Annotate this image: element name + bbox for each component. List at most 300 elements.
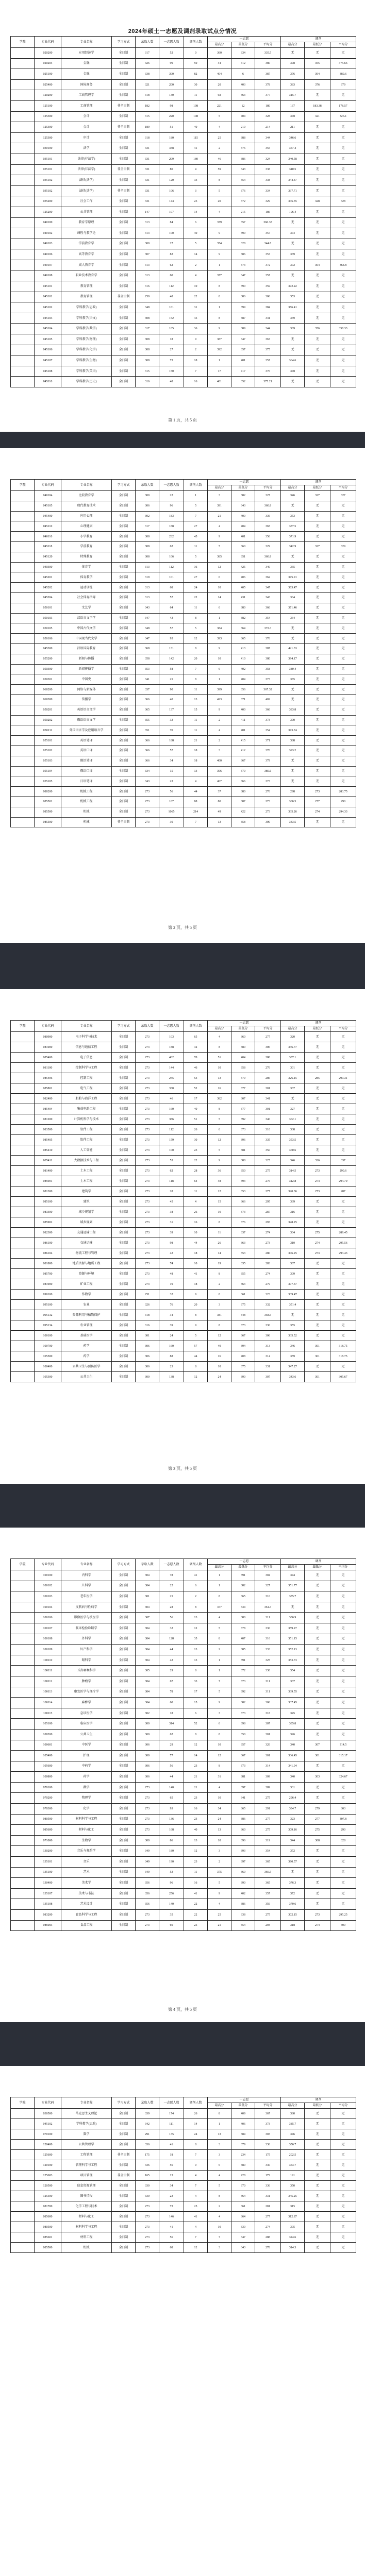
- table-cell: 175: [255, 2150, 281, 2160]
- table-cell: 369: [281, 313, 305, 324]
- table-cell: [11, 2109, 35, 2119]
- table-cell: 234: [231, 2150, 255, 2160]
- table-cell: 1: [208, 1666, 231, 1676]
- table-cell: 300: [136, 1719, 159, 1730]
- table-cell: 全日制: [112, 1623, 136, 1634]
- table-cell: 232: [159, 532, 184, 542]
- table-cell: 无: [305, 1888, 330, 1899]
- table-cell: 53: [159, 1867, 184, 1878]
- table-cell: 4: [208, 521, 231, 532]
- table-cell: 公共管理: [61, 207, 112, 217]
- table-cell: 336: [136, 2160, 159, 2171]
- table-cell: 老年医学: [61, 1591, 112, 1602]
- table-cell: 370.6: [281, 1899, 305, 1910]
- table-cell: 8: [184, 1310, 208, 1320]
- table-cell: 306: [255, 1042, 281, 1053]
- table-cell: [11, 217, 35, 228]
- table-cell: 329: [255, 196, 281, 207]
- table-cell: 350: [231, 1166, 255, 1176]
- table-cell: 045103: [35, 313, 61, 324]
- table-cell: 290.6: [330, 1166, 356, 1176]
- table-cell: 数学: [61, 2129, 112, 2140]
- table-cell: 临床医学: [61, 1719, 112, 1730]
- table-cell: 无: [305, 154, 330, 164]
- table-cell: 全日制: [112, 1063, 136, 1073]
- table-cell: 309: [255, 817, 281, 827]
- table-row: [11, 302, 356, 313]
- table-cell: 316: [255, 1634, 281, 1645]
- table-cell: 全日制: [112, 623, 136, 634]
- table-cell: 全日制: [112, 1269, 136, 1279]
- table-cell: 无: [281, 776, 305, 787]
- table-cell: 040110: [35, 532, 61, 542]
- table-cell: 120100: [35, 2160, 61, 2171]
- table-cell: 全日制: [112, 1114, 136, 1125]
- table-cell: 全日制: [112, 1176, 136, 1187]
- table-cell: [11, 334, 35, 345]
- table-cell: 273: [136, 807, 159, 817]
- table-cell: 373: [231, 1761, 255, 1772]
- table-cell: 13: [184, 1655, 208, 1666]
- table-cell: 无: [305, 643, 330, 654]
- subheader-sub_avg: 平均分: [330, 2103, 356, 2109]
- table-row: [11, 143, 356, 154]
- table-cell: 人工智能: [61, 1145, 112, 1156]
- table-cell: 376: [255, 745, 281, 756]
- table-cell: 全日制: [112, 1793, 136, 1804]
- table-cell: 无: [281, 1602, 305, 1613]
- table-cell: 108: [184, 111, 208, 122]
- header-enroll: 录取人数: [136, 1021, 159, 1032]
- table-cell: 307.37: [281, 1279, 305, 1290]
- header-first: 一志愿人数: [159, 480, 184, 491]
- table-cell: 大数据技术与工程: [61, 1156, 112, 1166]
- table-cell: 346.6: [281, 132, 305, 143]
- table-cell: 6: [208, 572, 231, 583]
- table-row: [11, 583, 356, 593]
- table-cell: 学科教学(数学): [61, 324, 112, 334]
- table-cell: [11, 132, 35, 143]
- table-cell: 86: [159, 1835, 184, 1846]
- table-cell: [11, 154, 35, 164]
- table-cell: 20: [184, 654, 208, 664]
- table-cell: 中国史: [61, 674, 112, 685]
- table-cell: 无: [330, 694, 356, 705]
- table-cell: 无: [330, 613, 356, 623]
- table-cell: 俄语笔译: [61, 756, 112, 766]
- table-cell: 45: [184, 532, 208, 542]
- table-cell: 无: [330, 1782, 356, 1793]
- table-cell: 无: [330, 1362, 356, 1372]
- table-cell: 360.33: [255, 217, 281, 228]
- table-cell: 56: [159, 2160, 184, 2171]
- table-cell: 355: [281, 1320, 305, 1331]
- table-cell: 397: [231, 1857, 255, 1868]
- table-cell: 无: [330, 1310, 356, 1320]
- table-cell: 无: [305, 1217, 330, 1228]
- table-cell: 349: [136, 1857, 159, 1868]
- table-cell: [11, 1581, 35, 1591]
- table-cell: 7: [184, 664, 208, 674]
- table-cell: 402: [231, 1888, 255, 1899]
- table-cell: 135101: [35, 1857, 61, 1868]
- table-cell: 无: [305, 572, 330, 583]
- table-cell: 335.5: [255, 48, 281, 59]
- table-cell: 353.5: [281, 1135, 305, 1145]
- table-cell: 462: [159, 1053, 184, 1063]
- header-code: 专业代码: [35, 1021, 61, 1032]
- table-cell: 1: [208, 613, 231, 623]
- table-cell: 273: [136, 1032, 159, 1042]
- table-cell: 085902: [35, 1217, 61, 1228]
- table-cell: 348: [136, 302, 159, 313]
- table-cell: 机械: [61, 2243, 112, 2253]
- table-cell: 无: [330, 1634, 356, 1645]
- table-cell: 全日制: [112, 1362, 136, 1372]
- table-row: [11, 1228, 356, 1238]
- table-cell: 357: [255, 228, 281, 239]
- header-enroll: 录取人数: [136, 37, 159, 48]
- table-row: [11, 1279, 356, 1290]
- table-cell: 367: [255, 334, 281, 345]
- table-cell: 100103: [35, 1591, 61, 1602]
- table-cell: [11, 1114, 35, 1125]
- table-cell: 14: [208, 592, 231, 603]
- table-row: [11, 2119, 356, 2129]
- table-cell: 无: [330, 736, 356, 746]
- table-cell: 4: [184, 1197, 208, 1207]
- table-cell: 18: [184, 355, 208, 366]
- table-cell: 9: [208, 705, 231, 715]
- table-cell: 3: [208, 1708, 231, 1719]
- table-cell: 379: [231, 1073, 255, 1083]
- table-row: [11, 1920, 356, 1931]
- table-cell: 349: [136, 1867, 159, 1878]
- table-cell: 4: [184, 164, 208, 175]
- table-cell: 188: [159, 521, 184, 532]
- table-cell: 2: [208, 1857, 231, 1868]
- table-cell: 101: [159, 572, 184, 583]
- table-cell: 急诊医学: [61, 1708, 112, 1719]
- table-cell: 315: [136, 366, 159, 377]
- table-cell: 30: [159, 817, 184, 827]
- table-cell: [11, 1083, 35, 1094]
- table-cell: 控制工程: [61, 1073, 112, 1083]
- table-cell: 5: [208, 2181, 231, 2191]
- table-cell: 48: [159, 292, 184, 302]
- table-cell: 公共卫生: [61, 1729, 112, 1740]
- table-cell: 无: [330, 2119, 356, 2129]
- table-cell: 105100: [35, 1719, 61, 1730]
- table-row: [11, 1814, 356, 1825]
- table-cell: 38: [159, 1207, 184, 1217]
- header-first: 一志愿人数: [159, 1559, 184, 1570]
- table-cell: 无: [330, 2171, 356, 2181]
- table-row: [11, 2160, 356, 2171]
- table-cell: 358: [231, 1063, 255, 1073]
- header-adjust: 调剂人数: [184, 1021, 208, 1032]
- table-cell: 21: [208, 1920, 231, 1931]
- subheader-sub_min: 最低分: [231, 2103, 255, 2109]
- table-cell: 389.6: [330, 69, 356, 80]
- table-cell: 无: [330, 634, 356, 644]
- table-cell: 无: [330, 664, 356, 674]
- table-cell: 328: [305, 196, 330, 207]
- table-cell: 311: [255, 1676, 281, 1687]
- table-cell: 全日制: [112, 1698, 136, 1708]
- table-cell: 33: [184, 175, 208, 186]
- table-row: [11, 345, 356, 355]
- table-row: [11, 1634, 356, 1645]
- table-cell: [11, 583, 35, 593]
- table-cell: [11, 111, 35, 122]
- table-cell: 无: [305, 1687, 330, 1698]
- table-cell: 380.4: [281, 664, 305, 674]
- table-cell: 378: [281, 111, 305, 122]
- table-cell: 399: [208, 685, 231, 695]
- table-cell: 323: [255, 1290, 281, 1300]
- table-cell: 8: [208, 1729, 231, 1740]
- table-cell: 376.3: [281, 1878, 305, 1889]
- table-cell: 物理学: [61, 1793, 112, 1804]
- table-row: [11, 2243, 356, 2253]
- table-cell: 无: [330, 48, 356, 59]
- table-cell: 6: [184, 1581, 208, 1591]
- table-cell: 135100: [35, 1867, 61, 1878]
- table-cell: 56: [159, 1613, 184, 1623]
- table-cell: 365: [136, 705, 159, 715]
- table-cell: 集成电路工程: [61, 1104, 112, 1114]
- table-cell: [11, 1310, 35, 1320]
- table-row: [11, 1676, 356, 1687]
- table-cell: 无: [305, 1899, 330, 1910]
- table-cell: 386.41: [281, 302, 305, 313]
- table-cell: 无: [305, 654, 330, 664]
- table-cell: 全日制: [112, 1570, 136, 1581]
- table-cell: 150: [159, 366, 184, 377]
- table-cell: 学科教学(物理): [61, 334, 112, 345]
- table-row: [11, 736, 356, 746]
- table-cell: 法学: [61, 143, 112, 154]
- table-cell: 全日制: [112, 313, 136, 324]
- table-cell: 无: [305, 583, 330, 593]
- table-cell: 全日制: [112, 1782, 136, 1793]
- table-row: [11, 1591, 356, 1602]
- table-cell: 无: [281, 345, 305, 355]
- table-cell: 174: [159, 2109, 184, 2119]
- table-cell: 105400: [35, 1751, 61, 1761]
- table-cell: 全日制: [112, 1145, 136, 1156]
- table-cell: 215: [231, 207, 255, 217]
- table-cell: 357: [231, 345, 255, 355]
- table-cell: 308: [136, 552, 159, 562]
- table-cell: 273: [136, 1217, 159, 1228]
- table-cell: 22: [184, 1156, 208, 1166]
- table-cell: 301: [305, 1372, 330, 1382]
- table-cell: 无: [305, 175, 330, 186]
- table-cell: 19: [159, 1279, 184, 1290]
- table-cell: 354: [208, 239, 231, 249]
- table-cell: 303: [305, 1772, 330, 1783]
- table-cell: 无: [305, 377, 330, 387]
- table-cell: 279: [255, 1279, 281, 1290]
- table-cell: 10: [208, 1793, 231, 1804]
- table-cell: 273: [136, 1145, 159, 1156]
- table-cell: 275: [255, 1910, 281, 1921]
- table-cell: 086104: [35, 1248, 61, 1259]
- table-cell: 27: [184, 521, 208, 532]
- table-cell: [11, 1751, 35, 1761]
- table-cell: 360.6: [281, 1145, 305, 1156]
- table-cell: 394: [231, 1341, 255, 1351]
- table-cell: [11, 1570, 35, 1581]
- table-cell: 191: [281, 2171, 305, 2181]
- table-row: [11, 1156, 356, 1166]
- table-cell: 全日制: [112, 207, 136, 217]
- table-cell: 10: [208, 1835, 231, 1846]
- table-cell: 12: [208, 1187, 231, 1197]
- table-cell: 307: [281, 1259, 305, 1269]
- table-cell: 372: [231, 1666, 255, 1676]
- table-cell: 12: [184, 634, 208, 644]
- table-cell: 389: [231, 324, 255, 334]
- table-cell: 无: [305, 1782, 330, 1793]
- table-cell: 30: [184, 1135, 208, 1145]
- table-cell: 347: [231, 270, 255, 281]
- table-cell: 全日制: [112, 239, 136, 249]
- table-cell: 非全日制: [112, 292, 136, 302]
- table-cell: 100113: [35, 1687, 61, 1698]
- table-cell: 6: [231, 69, 255, 80]
- table-row: [11, 2232, 356, 2243]
- table-cell: 040300: [35, 562, 61, 572]
- table-cell: 28: [184, 1166, 208, 1176]
- table-cell: 1: [184, 491, 208, 501]
- table-cell: 无: [330, 511, 356, 521]
- table-row: [11, 491, 356, 501]
- table-cell: 364: [281, 592, 305, 603]
- table-cell: 农业管理: [61, 1320, 112, 1331]
- table-cell: [11, 532, 35, 542]
- table-cell: 8: [208, 1104, 231, 1114]
- table-cell: [11, 1804, 35, 1815]
- header-group_first: 一志愿: [208, 480, 281, 485]
- table-cell: 33: [184, 1676, 208, 1687]
- table-row: [11, 1613, 356, 1623]
- table-cell: 386: [231, 1814, 255, 1825]
- table-cell: 313: [255, 1341, 281, 1351]
- table-cell: 040106: [35, 249, 61, 260]
- table-cell: [11, 228, 35, 239]
- table-cell: 050201: [35, 705, 61, 715]
- table-cell: 全日制: [112, 1310, 136, 1320]
- table-cell: 372.3: [255, 623, 281, 634]
- table-cell: 402: [231, 664, 255, 674]
- table-cell: 357: [255, 1888, 281, 1899]
- table-row: [11, 1825, 356, 1836]
- table-cell: 无: [305, 48, 330, 59]
- table-cell: 8: [208, 1042, 231, 1053]
- table-cell: 全日制: [112, 1910, 136, 1921]
- table-cell: 276: [255, 1063, 281, 1073]
- table-cell: 161: [159, 302, 184, 313]
- table-cell: 公共卫生: [61, 1372, 112, 1382]
- table-cell: 无: [305, 2119, 330, 2129]
- table-cell: 273: [255, 807, 281, 817]
- table-cell: 10: [208, 1207, 231, 1217]
- table-cell: [11, 613, 35, 623]
- table-cell: 无: [305, 2160, 330, 2171]
- table-cell: 51: [184, 1114, 208, 1125]
- header-group_adjust: 调剂: [281, 480, 356, 485]
- table-cell: 086100: [35, 1238, 61, 1248]
- subheader-sub_min: 最低分: [305, 1026, 330, 1032]
- table-cell: 耳鼻咽喉科学: [61, 1666, 112, 1676]
- table-cell: 无: [330, 1331, 356, 1341]
- table-cell: 147: [136, 207, 159, 217]
- table-cell: 物流工程与管理: [61, 1248, 112, 1259]
- table-cell: 035102: [35, 185, 61, 196]
- table-cell: 无: [305, 1259, 330, 1269]
- table-cell: 9: [208, 643, 231, 654]
- table-cell: 食品工程: [61, 1920, 112, 1931]
- table-cell: [11, 1279, 35, 1290]
- table-cell: 289: [255, 1782, 281, 1793]
- table-cell: 26: [184, 2109, 208, 2119]
- table-cell: 13: [208, 1825, 231, 1836]
- table-cell: 传播学: [61, 694, 112, 705]
- table-cell: [11, 643, 35, 654]
- table-cell: 68: [159, 2243, 184, 2253]
- table-cell: 340: [281, 1740, 305, 1751]
- table-cell: 无: [330, 674, 356, 685]
- table-cell: 318: [136, 90, 159, 101]
- table-cell: 304: [136, 1581, 159, 1591]
- subheader-sub_avg: 平均分: [255, 1565, 281, 1570]
- table-cell: 311: [255, 1613, 281, 1623]
- table-cell: 273: [136, 796, 159, 807]
- table-cell: 045105: [35, 501, 61, 511]
- table-cell: 304: [281, 1228, 305, 1238]
- table-cell: 315: [136, 111, 159, 122]
- table-cell: 273: [305, 1166, 330, 1176]
- table-cell: 10: [184, 1259, 208, 1269]
- table-row: [11, 1187, 356, 1197]
- table-cell: 407: [208, 776, 231, 787]
- table-cell: 125300: [35, 111, 61, 122]
- table-cell: 11: [184, 1187, 208, 1197]
- table-cell: 全日制: [112, 491, 136, 501]
- table-cell: 8: [208, 1290, 231, 1300]
- table-cell: 324.6: [281, 2232, 305, 2243]
- table-row: [11, 1300, 356, 1310]
- table-cell: 313: [136, 270, 159, 281]
- table-row: [11, 1290, 356, 1300]
- table-cell: 无: [330, 705, 356, 715]
- table-cell: 全日制: [112, 1899, 136, 1910]
- table-cell: 无: [330, 1104, 356, 1114]
- table-cell: 180: [159, 132, 184, 143]
- table-cell: 400: [231, 511, 255, 521]
- table-cell: 15: [184, 705, 208, 715]
- table-cell: 12: [208, 1751, 231, 1761]
- table-cell: 4: [208, 122, 231, 133]
- table-cell: 无: [305, 366, 330, 377]
- table-cell: 354: [281, 1666, 305, 1676]
- table-cell: 无: [330, 1042, 356, 1053]
- table-cell: 347: [231, 2232, 255, 2243]
- table-row: [11, 1910, 356, 1921]
